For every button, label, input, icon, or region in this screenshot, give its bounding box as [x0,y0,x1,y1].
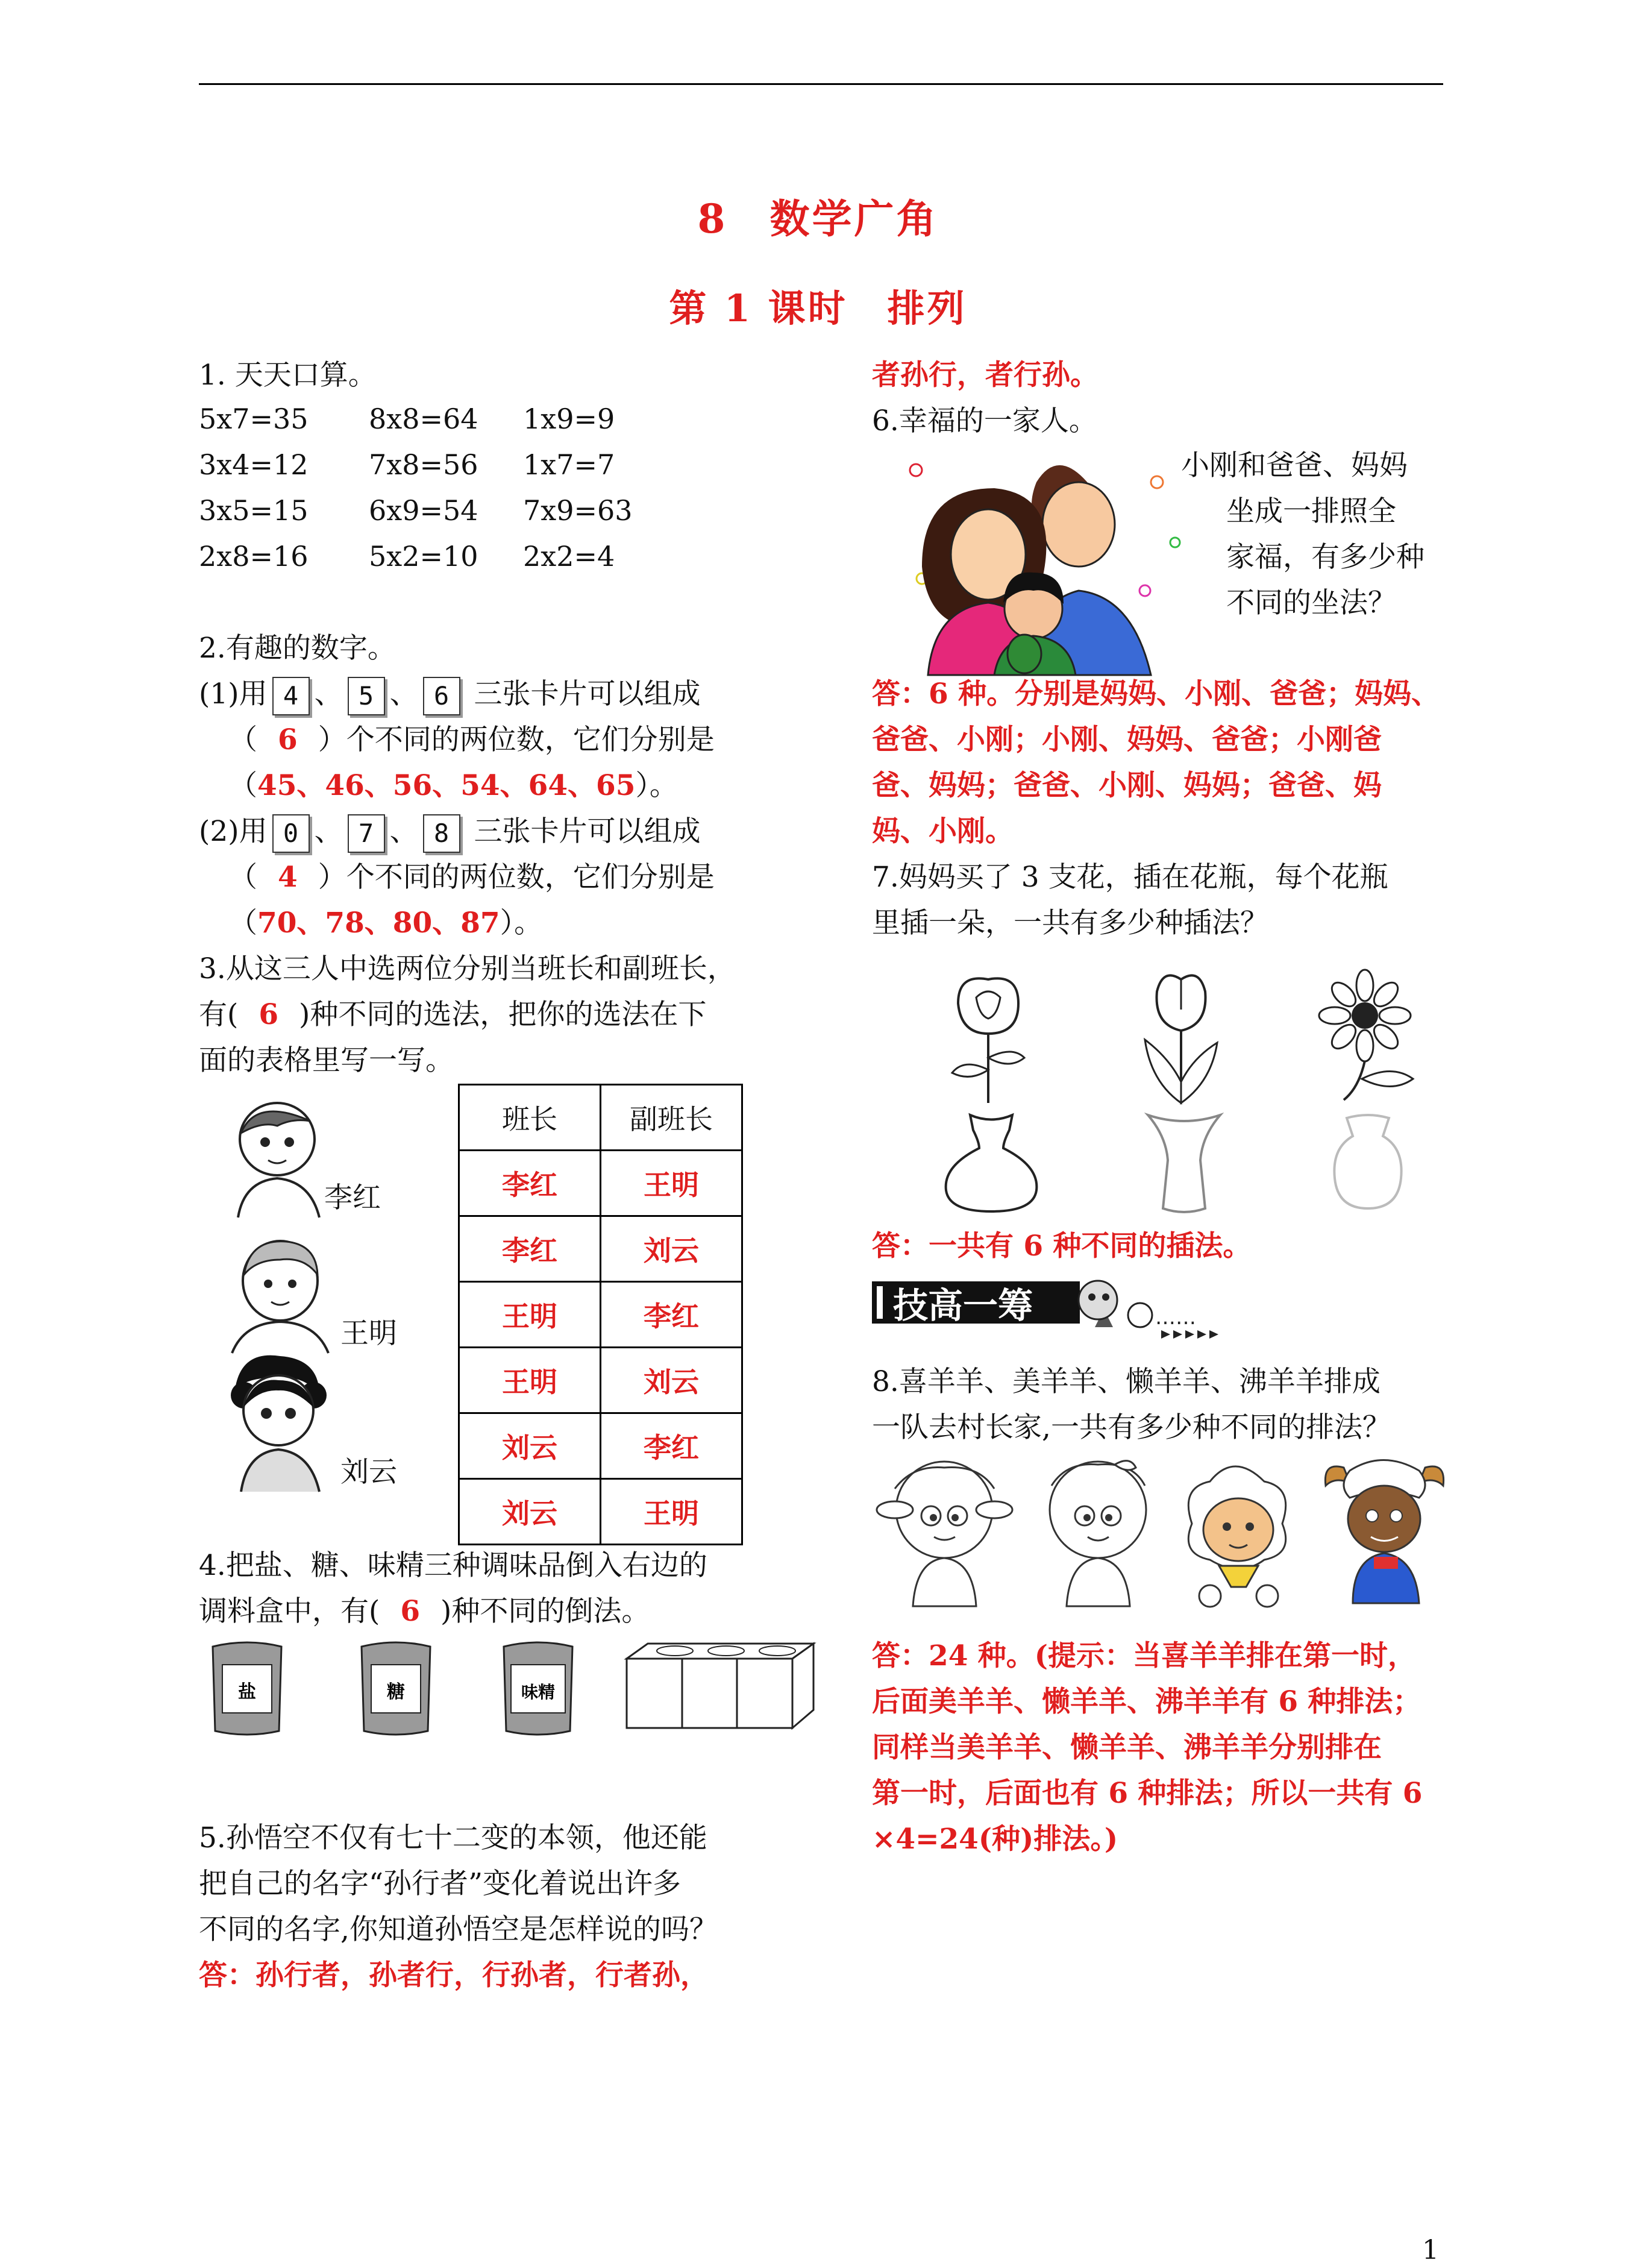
lesson-title: 第 1 课时 排列 [669,286,967,330]
number-card: 0 [272,814,310,853]
table-cell: 王明 [459,1282,601,1348]
separator: 、 [314,815,343,848]
q2-part2-answer: 70、78、80、87 [257,906,500,940]
q6-text-line3: 家福，有多少种 [1226,541,1424,574]
q1-cell: 5x2=10 [369,540,478,573]
table-cell: 李红 [459,1151,601,1216]
q2-part1-answer: 45、46、56、54、64、65 [257,769,636,802]
q1-cell: 3x4=12 [199,448,309,481]
q1-cell: 8x8=64 [369,403,478,435]
vase-round-icon [937,1112,1045,1214]
meiyangyang-illustration [1030,1453,1166,1609]
q2-part2-line1 [199,809,701,855]
q4-line2 [199,1589,650,1635]
q1-cell: 2x8=16 [199,540,309,573]
table-row [459,1151,742,1216]
q2-part1-suffix: 三张卡片可以组成 [474,677,701,711]
sugar-bag-label: 糖 [387,1682,405,1703]
salt-bag-label: 盐 [238,1682,256,1703]
boy-wangming-illustration [220,1233,340,1353]
svg-text:……: …… [1155,1305,1196,1330]
table-header-row [459,1085,742,1151]
q2-part2-line2 [229,855,715,900]
xiyangyang-illustration [877,1453,1012,1609]
msg-bag-label: 味精 [521,1682,556,1702]
q1-cell: 1x9=9 [523,403,615,435]
q3-text: )种不同的选法，把你的选法在下 [299,998,707,1031]
table-row [459,1282,742,1348]
q1-cell: 7x9=63 [523,494,633,527]
number-card: 5 [348,677,385,715]
table-header: 班长 [459,1085,601,1151]
q3-line1: 3.从这三人中选两位分别当班长和副班长， [199,952,736,985]
q2-part1-line1 [199,671,701,717]
paren: （ [229,769,257,802]
q3-line2 [199,992,706,1038]
q8-answer-line5: ×4=24(种)排法。) [872,1823,1118,1856]
seasoning-box-illustration [624,1641,816,1731]
q4-text: )种不同的倒法。 [440,1595,650,1628]
q8-answer-line3: 同样当美羊羊、懒羊羊、沸羊羊分别排在 [872,1731,1382,1764]
q7-line2: 里插一朵，一共有多少种插法？ [872,906,1268,940]
q2-part2-prefix: (2)用 [199,815,268,848]
table-row [459,1348,742,1413]
q8-answer-line1: 答：24 种。(提示：当喜羊羊排在第一时， [872,1639,1417,1673]
q4-count: 6 [400,1595,421,1628]
q6-text-line2: 坐成一排照全 [1226,495,1396,528]
q4-line1: 4.把盐、糖、味精三种调味品倒入右边的 [199,1549,707,1582]
q2-heading: 2.有趣的数字。 [199,632,396,665]
daisy-icon [1308,967,1428,1106]
q2-part2-suffix: 三张卡片可以组成 [474,815,701,848]
student-name-wangming: 王明 [340,1317,397,1350]
q5-answer-line1: 答：孙行者，孙者行，行孙者，行者孙， [199,1959,709,1992]
q2-part2-count: 4 [278,861,298,894]
q6-answer-line1: 答：6 种。分别是妈妈、小刚、爸爸；妈妈、 [872,677,1440,711]
q8-line1: 8.喜羊羊、美羊羊、懒羊羊、沸羊羊排成 [872,1365,1381,1398]
table-cell: 李红 [601,1413,742,1479]
q5-line3: 不同的名字,你知道孙悟空是怎样说的吗？ [199,1913,718,1946]
separator: 、 [314,677,343,711]
q7-line1: 7.妈妈买了 3 支花，插在花瓶，每个花瓶 [872,861,1388,894]
table-cell: 刘云 [601,1348,742,1413]
page-number: 1 [1422,2235,1439,2266]
q1-cell: 1x7=7 [523,448,615,481]
q7-answer: 答：一共有 6 种不同的插法。 [872,1230,1252,1263]
paren: ）。 [500,906,543,940]
girl-lihong-illustration [220,1097,328,1217]
table-cell: 王明 [459,1348,601,1413]
q3-count: 6 [259,998,279,1031]
student-name-liuyun: 刘云 [340,1456,397,1489]
q3-text: 有( [199,998,239,1031]
q1-cell: 2x2=4 [523,540,615,573]
number-card: 4 [272,677,310,715]
table-cell: 李红 [459,1216,601,1282]
q2-part1-count: 6 [278,723,298,756]
paren: （ [229,723,257,756]
q2-part1-line2 [229,717,715,763]
q4-text: 调料盒中，有( [199,1595,380,1628]
family-photo-illustration [904,446,1187,675]
number-card: 7 [348,814,385,853]
q1-cell: 6x9=54 [369,494,478,527]
paren: ）。 [635,769,678,802]
table-cell: 李红 [601,1282,742,1348]
feiyangyang-illustration [1317,1450,1452,1609]
q5-line1: 5.孙悟空不仅有七十二变的本领，他还能 [199,1821,707,1855]
lanyangyang-illustration [1174,1457,1303,1608]
q2-part2-text: ）个不同的两位数，它们分别是 [318,861,715,894]
table-cell: 刘云 [459,1479,601,1545]
challenge-banner-title: 技高一筹 [893,1285,1033,1326]
q2-part1-prefix: (1)用 [199,677,268,711]
q8-answer-line4: 第一时，后面也有 6 种排法；所以一共有 6 [872,1777,1423,1810]
table-row [459,1479,742,1545]
q2-part1-text: ）个不同的两位数，它们分别是 [318,723,715,756]
q6-text-line4: 不同的坐法？ [1226,586,1396,620]
q6-answer-line2: 爸爸、小刚；小刚、妈妈、爸爸；小刚爸 [872,723,1382,756]
q5-answer-line2: 者孙行，者行孙。 [872,359,1099,392]
q1-cell: 7x8=56 [369,448,478,481]
q2-part1-line3 [229,763,678,809]
q3-line3: 面的表格里写一写。 [199,1044,454,1077]
table-row [459,1413,742,1479]
salt-bag-illustration [208,1641,286,1737]
paren: （ [229,861,257,894]
tulip-icon [1133,967,1229,1106]
q8-answer-line2: 后面美羊羊、懒羊羊、沸羊羊有 6 种排法； [872,1685,1421,1718]
q2-part2-line3 [229,900,542,946]
header-rule [199,83,1443,85]
table-row [459,1216,742,1282]
table-cell: 刘云 [601,1216,742,1282]
sugar-bag-illustration [357,1641,435,1737]
q1-cell: 3x5=15 [199,494,309,527]
vase-tall-icon [1145,1112,1223,1217]
table-cell: 王明 [601,1479,742,1545]
q6-heading: 6.幸福的一家人。 [872,404,1097,438]
class-leader-table [458,1084,743,1545]
number-card: 8 [423,814,460,853]
q6-answer-line3: 爸、妈妈；爸爸、小刚、妈妈；爸爸、妈 [872,769,1382,802]
q6-answer-line4: 妈、小刚。 [872,815,1014,848]
q1-cell: 5x7=35 [199,403,309,435]
student-name-lihong: 李红 [324,1181,381,1214]
q1-heading: 1. 天天口算。 [199,359,377,392]
vase-jar-icon [1332,1112,1404,1211]
chapter-title: 8 数学广角 [697,195,939,242]
q8-line2: 一队去村长家,一共有多少种不同的排法？ [872,1411,1391,1444]
table-header: 副班长 [601,1085,742,1151]
rose-icon [934,967,1042,1106]
table-cell: 王明 [601,1151,742,1216]
separator: 、 [389,815,418,848]
separator: 、 [389,677,418,711]
table-cell: 刘云 [459,1413,601,1479]
q6-text-line1: 小刚和爸爸、妈妈 [1181,449,1408,482]
msg-bag-illustration [499,1641,577,1737]
girl-liuyun-illustration [223,1353,331,1492]
number-card: 6 [423,677,460,715]
paren: （ [229,906,257,940]
q5-line2: 把自己的名字“孙行者”变化着说出许多 [199,1867,682,1900]
